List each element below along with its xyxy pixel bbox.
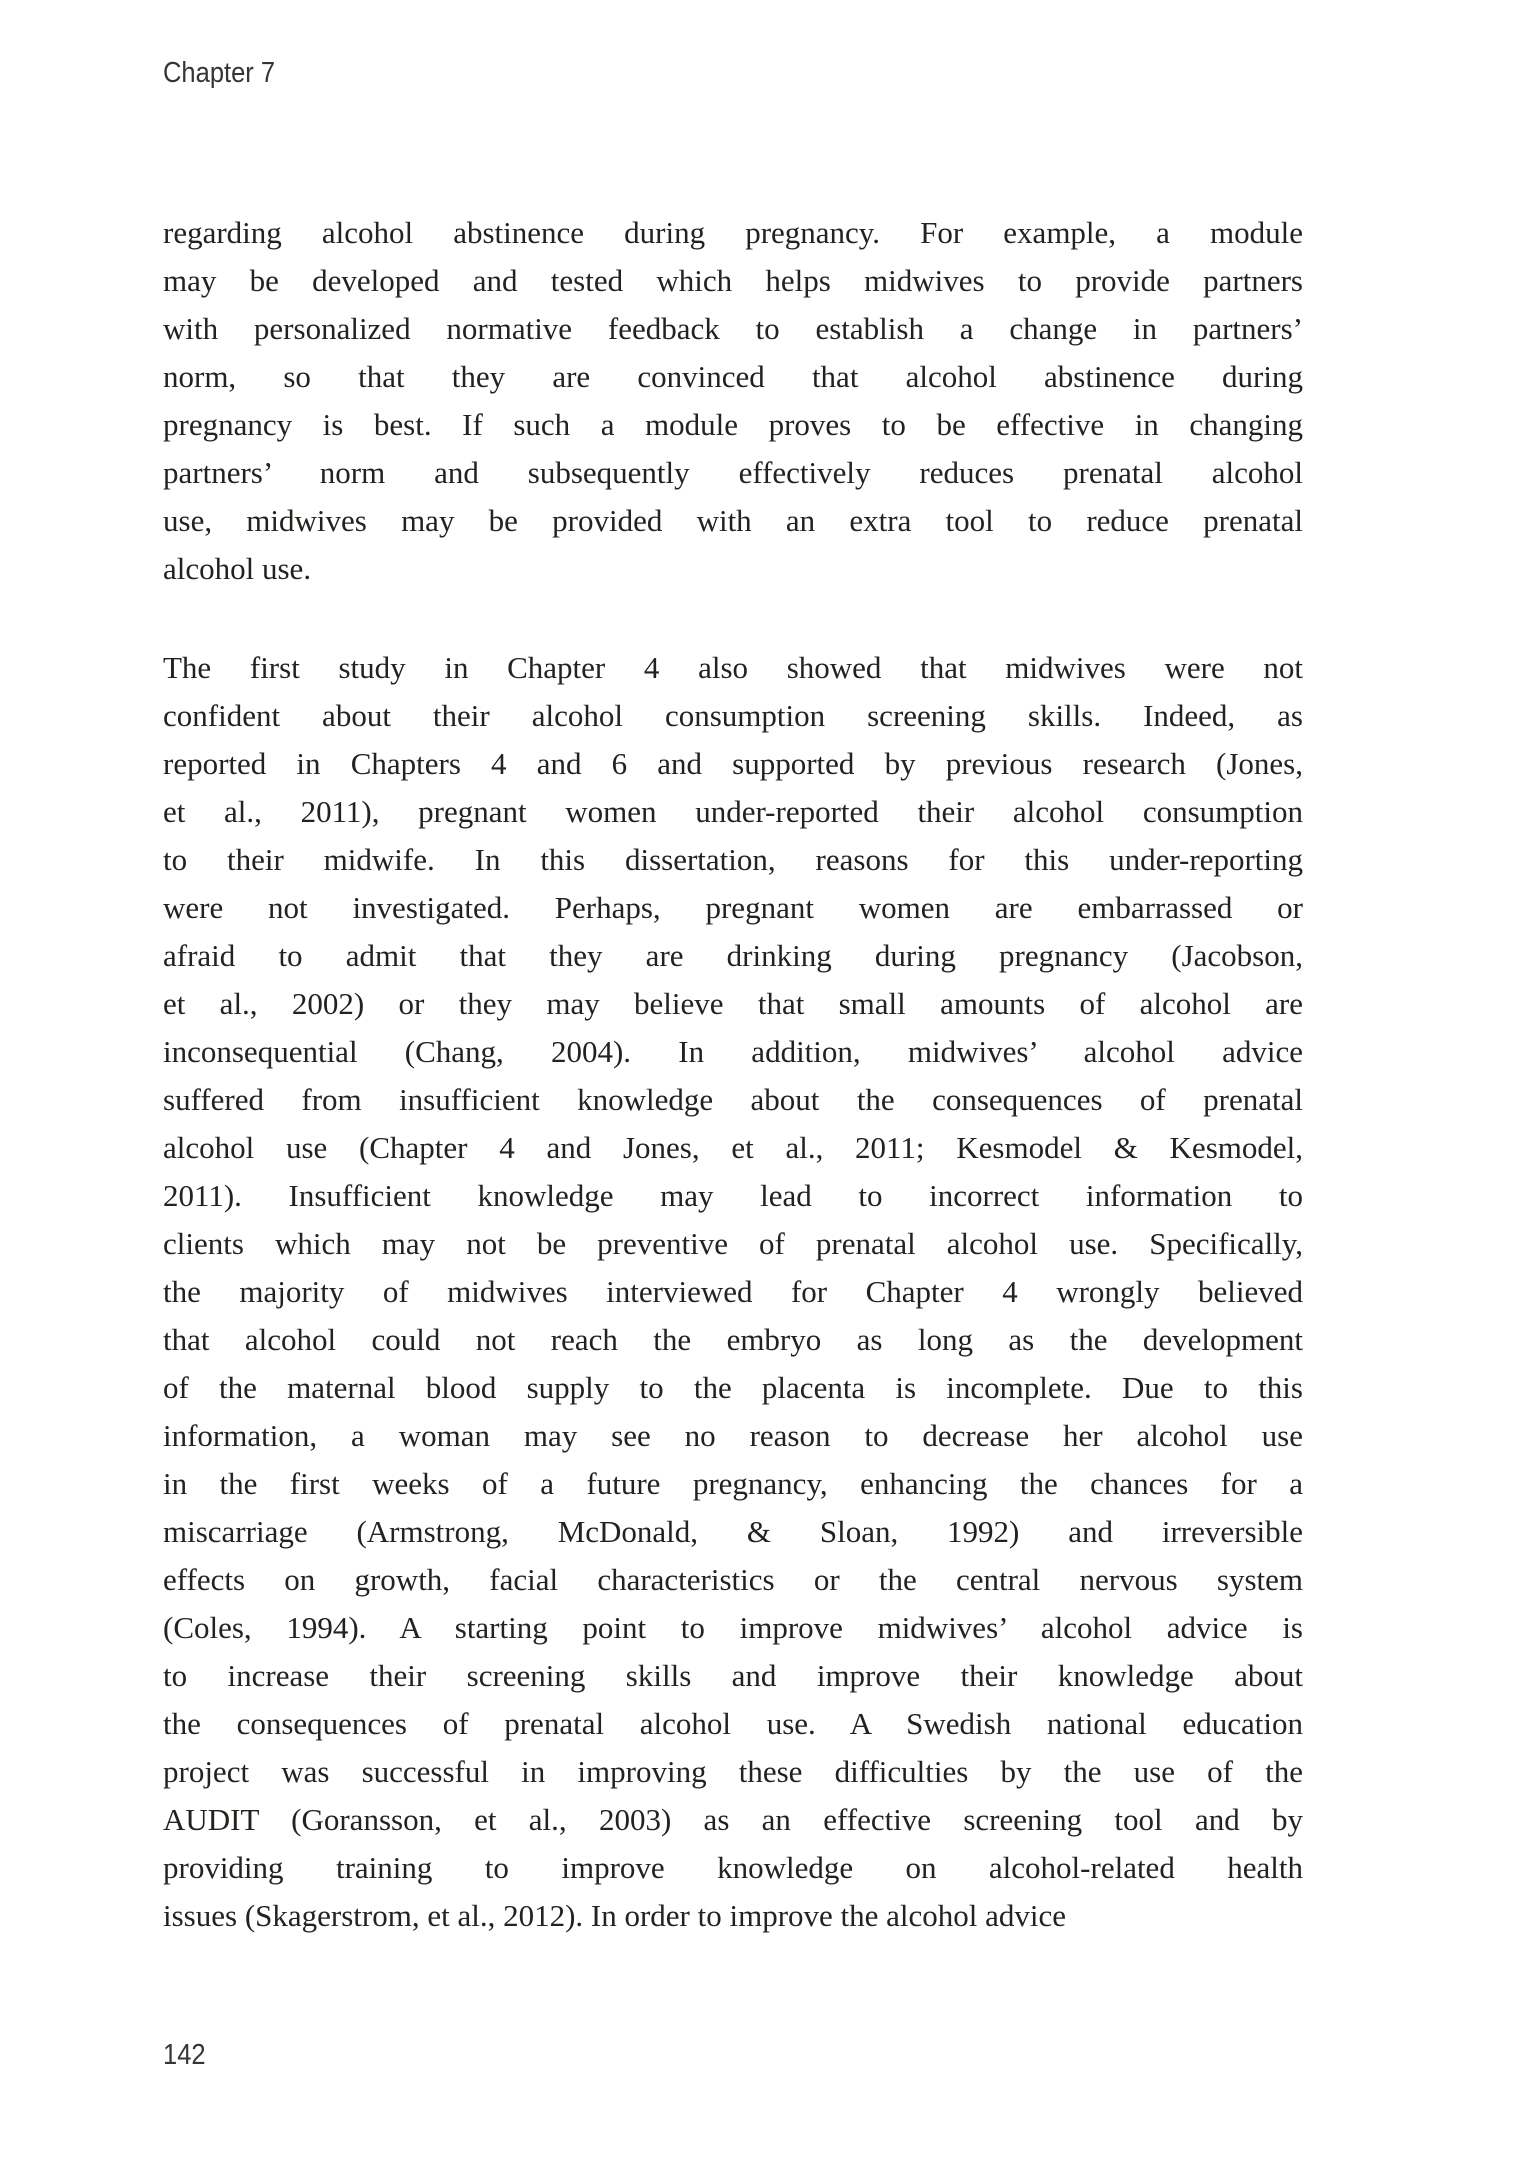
text-line: et al., 2002) or they may believe that small amounts of alcohol are xyxy=(163,986,1303,1021)
text-line: The first study in Chapter 4 also showed that midwives were not xyxy=(163,650,1303,685)
text-line: effects on growth, facial characteristics or the central nervous system xyxy=(163,1562,1303,1597)
text-line: pregnancy is best. If such a module proves to be effective in changing xyxy=(163,407,1303,442)
text-line: alcohol use (Chapter 4 and Jones, et al., 2011; Kesmodel & Kesmodel, xyxy=(163,1130,1303,1165)
text-line: AUDIT (Goransson, et al., 2003) as an effective screening tool and by xyxy=(163,1802,1303,1837)
text-line: confident about their alcohol consumption screening skills. Indeed, as xyxy=(163,698,1303,733)
text-line: to increase their screening skills and improve their knowledge about xyxy=(163,1658,1303,1693)
text-line: partners’ norm and subsequently effectively reduces prenatal alcohol xyxy=(163,455,1303,490)
text-line: in the first weeks of a future pregnancy, enhancing the chances for a xyxy=(163,1466,1303,1501)
text-line: alcohol use. xyxy=(163,551,312,586)
text-line: of the maternal blood supply to the placenta is incomplete. Due to this xyxy=(163,1370,1303,1405)
text-line: miscarriage (Armstrong, McDonald, & Sloan, 1992) and irreversible xyxy=(163,1514,1303,1549)
text-line: were not investigated. Perhaps, pregnant women are embarrassed or xyxy=(163,890,1303,925)
text-line: clients which may not be preventive of prenatal alcohol use. Specifically, xyxy=(163,1226,1303,1261)
text-line: norm, so that they are convinced that alcohol abstinence during xyxy=(163,359,1303,394)
text-line: regarding alcohol abstinence during pregnancy. For example, a module xyxy=(163,215,1303,250)
text-line: that alcohol could not reach the embryo as long as the development xyxy=(163,1322,1303,1357)
text-line: et al., 2011), pregnant women under-reported their alcohol consumption xyxy=(163,794,1303,829)
text-line: suffered from insufficient knowledge about the consequences of prenatal xyxy=(163,1082,1303,1117)
page-body xyxy=(163,209,1303,1940)
text-line: afraid to admit that they are drinking during pregnancy (Jacobson, xyxy=(163,938,1303,973)
text-line: inconsequential (Chang, 2004). In addition, midwives’ alcohol advice xyxy=(163,1034,1303,1069)
text-line: may be developed and tested which helps midwives to provide partners xyxy=(163,263,1303,298)
text-line: reported in Chapters 4 and 6 and supported by previous research (Jones, xyxy=(163,746,1303,781)
text-line: the consequences of prenatal alcohol use. A Swedish national education xyxy=(163,1706,1303,1741)
text-line: (Coles, 1994). A starting point to improve midwives’ alcohol advice is xyxy=(163,1610,1303,1645)
running-header xyxy=(163,57,275,90)
text-line: providing training to improve knowledge on alcohol-related health xyxy=(163,1850,1303,1885)
text-line: use, midwives may be provided with an extra tool to reduce prenatal xyxy=(163,503,1303,538)
text-line: with personalized normative feedback to establish a change in partners’ xyxy=(163,311,1303,346)
paragraph xyxy=(163,644,1303,1940)
text-line: project was successful in improving these difficulties by the use of the xyxy=(163,1754,1303,1789)
text-line: to their midwife. In this dissertation, reasons for this under-reporting xyxy=(163,842,1303,877)
chapter-label: Chapter 7 xyxy=(163,57,276,89)
text-line: issues (Skagerstrom, et al., 2012). In order to improve the alcohol advice xyxy=(163,1898,1067,1933)
text-line: information, a woman may see no reason to decrease her alcohol use xyxy=(163,1418,1303,1453)
text-line: 2011). Insufficient knowledge may lead to incorrect information to xyxy=(163,1178,1303,1213)
paragraph xyxy=(163,209,1303,593)
page-number: 142 xyxy=(163,2039,206,2071)
text-line: the majority of midwives interviewed for Chapter 4 wrongly believed xyxy=(163,1274,1303,1309)
